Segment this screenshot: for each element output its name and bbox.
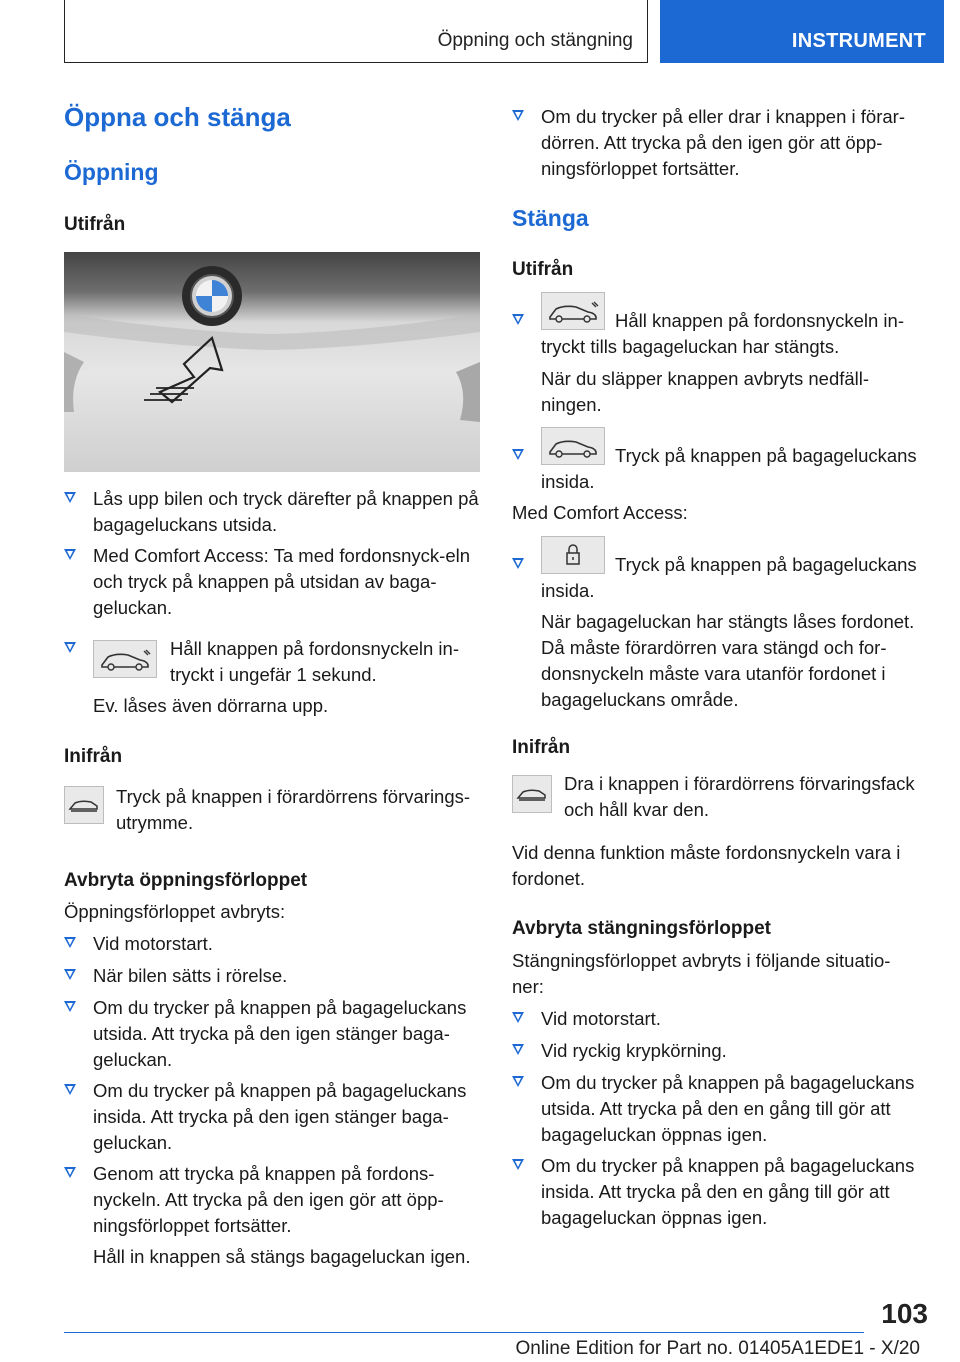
list-item: Tryck på knappen på bagageluckans insida.: [512, 552, 928, 604]
abort-closing-intro: Stängningsförloppet avbryts i följande situatio-ner:: [512, 950, 891, 997]
bullet-triangle-icon: [512, 449, 524, 460]
header-section-title: Öppning och stängning: [437, 30, 633, 51]
list-item: Genom att trycka på knappen på fordons-nyckeln. Att trycka på den igen gör att öpp-ningsförloppet fortsätter.: [64, 1161, 480, 1239]
list-item: Om du trycker på knappen på bagageluckans utsida. Att trycka på den en gång till gör att bagageluckan öppnas igen.: [512, 1070, 928, 1148]
bullet-triangle-icon: [64, 642, 76, 653]
bullet-triangle-icon: [64, 937, 76, 948]
key-note: När du släpper knappen avbryts nedfäll-ningen.: [541, 368, 870, 415]
outside-heading: Utifrån: [512, 259, 574, 280]
list-item: Vid ryckig krypkörning.: [512, 1038, 928, 1064]
comfort-access-label: Med Comfort Access:: [512, 502, 688, 523]
list-item: När bilen sätts i rörelse.: [64, 963, 480, 989]
bullet-triangle-icon: [512, 110, 524, 121]
lock-icon: [541, 536, 605, 574]
page-number: 103: [881, 1298, 928, 1329]
abort-opening-note: Håll in knappen så stängs bagageluckan igen.: [93, 1246, 471, 1267]
inside-block: Tryck på knappen i förardörrens förvarings-utrymme.: [64, 784, 480, 836]
list-item: Med Comfort Access: Ta med fordonsnyck-eln och tryck på knappen på utsidan av baga-geluckan.: [64, 543, 480, 621]
bullet-triangle-icon: [512, 1012, 524, 1023]
trunk-button-icon: [512, 775, 552, 813]
bullet-triangle-icon: [64, 1167, 76, 1178]
bullet-triangle-icon: [512, 314, 524, 325]
header-section-box: [64, 0, 648, 63]
bullet-triangle-icon: [512, 1044, 524, 1055]
key-note: Ev. låses även dörrarna upp.: [93, 695, 329, 716]
bullet-triangle-icon: [512, 1076, 524, 1087]
list-item: Om du trycker på knappen på bagageluckans insida. Att trycka på den en gång till gör att bagageluckan öppnas igen.: [512, 1153, 928, 1231]
abort-closing-heading: Avbryta stängningsförloppet: [512, 918, 771, 939]
lock-note: När bagageluckan har stängts låses fordonet. Då måste förardörren vara stängd och for-donsnyckeln måste vara utanför fordonet i bagageluckans område.: [541, 611, 915, 710]
footer-divider: [64, 1332, 864, 1333]
abort-opening-heading: Avbryta öppningsförloppet: [64, 870, 308, 891]
car-key-trunk-icon: [93, 640, 157, 678]
trunk-button-icon: [64, 786, 104, 824]
list-item: Håll knappen på fordonsnyckeln in-tryckt tills bagageluckan har stängts.: [512, 308, 928, 360]
inside-heading: Inifrån: [512, 737, 571, 758]
inside-block: Dra i knappen i förardörrens förvaringsfack och håll kvar den.: [512, 771, 928, 823]
header-chapter-box: [660, 0, 944, 63]
list-item: Om du trycker på knappen på bagageluckans insida. Att trycka på den igen stänger baga-geluckan.: [64, 1078, 480, 1156]
car-key-trunk-icon: [541, 292, 605, 330]
inside-heading: Inifrån: [64, 746, 123, 767]
list-item: Vid motorstart.: [64, 931, 480, 957]
page-title: Öppna och stänga: [64, 102, 291, 132]
bullet-triangle-icon: [64, 1084, 76, 1095]
bullet-triangle-icon: [64, 492, 76, 503]
bullet-triangle-icon: [512, 1159, 524, 1170]
header-chapter-title: INSTRUMENT: [791, 30, 926, 52]
abort-opening-intro: Öppningsförloppet avbryts:: [64, 901, 286, 922]
car-trunk-icon: [541, 427, 605, 465]
list-item: Vid motorstart.: [512, 1006, 928, 1032]
section-opening-heading: Öppning: [64, 159, 159, 185]
bullet-triangle-icon: [512, 558, 524, 569]
list-item: Lås upp bilen och tryck därefter på knappen på bagageluckans utsida.: [64, 486, 480, 538]
trunk-photo: [64, 252, 480, 472]
footer-edition: Online Edition for Part no. 01405A1EDE1 - X/20: [515, 1338, 920, 1359]
bullet-triangle-icon: [64, 549, 76, 560]
outside-heading: Utifrån: [64, 214, 126, 235]
section-closing-heading: Stänga: [512, 205, 589, 231]
list-item: Om du trycker på knappen på bagageluckans utsida. Att trycka på den igen stänger baga-geluckan.: [64, 995, 480, 1073]
list-item: Håll knappen på fordonsnyckeln in-tryckt i ungefär 1 sekund.: [64, 636, 480, 688]
inside-note: Vid denna funktion måste fordonsnyckeln vara i fordonet.: [512, 842, 901, 889]
bullet-triangle-icon: [64, 969, 76, 980]
bullet-triangle-icon: [64, 1001, 76, 1012]
list-item: Tryck på knappen på bagageluckans insida.: [512, 443, 928, 495]
list-item: Om du trycker på eller drar i knappen i förar-dörren. Att trycka på den igen gör att öpp-ningsförloppet fortsätter.: [512, 104, 928, 182]
